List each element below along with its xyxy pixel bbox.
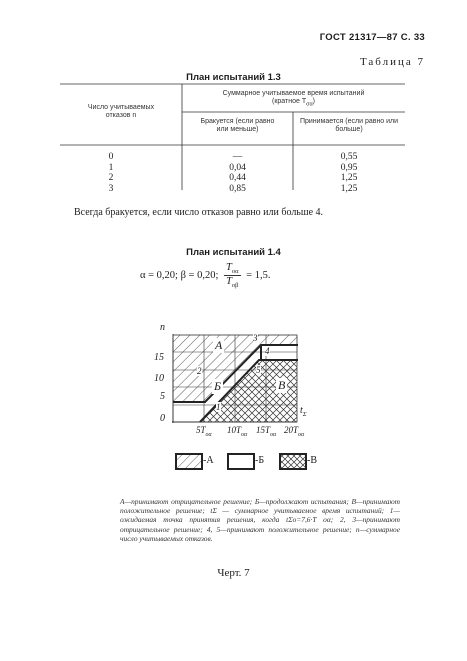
legend-swatch-a [176,454,202,469]
table-note: Всегда бракуется, если число отказов равно или больше 4. [74,207,324,218]
x-tick: $20T_{o\alpha}$ [284,425,305,438]
col-accept-header: Принимается (если равно или больше) [299,118,399,133]
figure-label: Черт. 7 [217,567,250,579]
line-label: 3 [253,333,258,343]
col-failures-header: Число учитываемых отказов n [87,104,155,119]
col-n-values: 0 1 2 3 [60,152,162,194]
y-tick: 15 [154,352,164,363]
x-tick: $5T_{o\alpha}$ [196,425,212,438]
line-label: 4 [265,346,270,356]
col-reject-values: — 0,04 0,44 0,85 [229,152,246,194]
plan-14-title: План испытаний 1.4 [186,247,281,258]
region-label-a: А [215,338,223,352]
legend-label-v: -В [307,455,317,466]
standard-header: ГОСТ 21317—87 С. 33 [319,32,425,43]
col-total-time-header: Суммарное учитываемое время испытаний (кратное $T_{\sigma\alpha}$) [222,90,365,108]
x-tick: $15T_{o\alpha}$ [256,425,277,438]
y-axis-label: n [160,322,165,333]
y-tick: 0 [160,413,165,424]
legend-swatch-v [280,454,306,469]
col-reject-header: Бракуется (если равно или меньше) [200,118,275,133]
line-label: 1 [216,402,221,412]
plan-13-title: План испытаний 1.3 [186,72,281,83]
region-label-v: В [278,378,286,392]
x-axis-label: $t_\Sigma$ [300,405,307,418]
y-tick: 5 [160,391,165,402]
region-label-b: Б [214,379,222,393]
col-accept-values: 0,55 0,95 1,25 1,25 [340,152,358,194]
table-number: Таблица 7 [359,56,425,68]
line-label: 2 [197,366,202,376]
table-row: 0 [108,152,114,162]
legend-swatch-b [228,454,254,469]
figure-caption: А—принимают отрицательное решение; Б—продолжают испытания; В—принимают положительное решение; tΣ — суммарное учитываемое время испытаний; 1—ожидаемая точка принятия решения, когда tΣo=7,6·T oα; 2, 3—принимают отрицательное решение; 4, 5—принимают положительное решение; n—суммарное число учитываемых отказов. [120,497,400,543]
legend-label-b: -Б [255,455,265,466]
x-tick: $10T_{o\alpha}$ [227,425,248,438]
plan-14-formula: α = 0,20; β = 0,20; $T_{о\alpha}$ $T_{o\beta}$ = 1,5. [140,262,271,290]
legend-label-a: -А [203,455,214,466]
line-label: 5 [256,365,261,375]
y-tick: 10 [154,373,164,384]
